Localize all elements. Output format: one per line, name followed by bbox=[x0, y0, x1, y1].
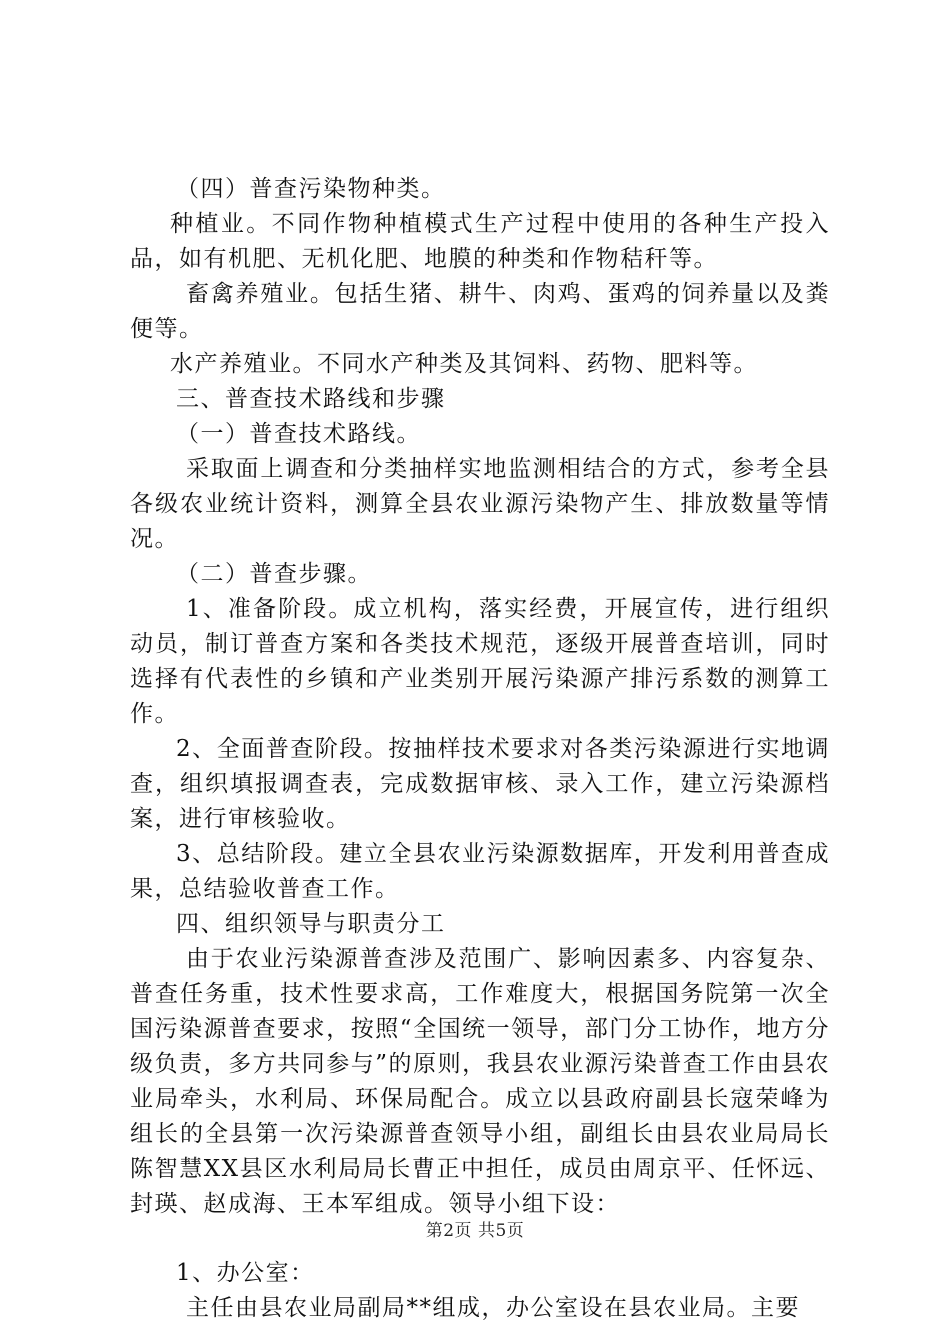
paragraph-aquaculture: 水产养殖业。不同水产种类及其饲料、药物、肥料等。 bbox=[170, 351, 758, 377]
subheading-office: 1、办公室： bbox=[176, 1260, 315, 1286]
section-heading-pollutant-types: （四）普查污染物种类。 bbox=[176, 176, 446, 202]
document-body bbox=[130, 172, 830, 1326]
paragraph-summary-stage: 3、总结阶段。建立全县农业污染源数据库，开发利用普查成果，总结验收普查工作。 bbox=[130, 841, 830, 902]
paragraph-organization-details: 由于农业污染源普查涉及范围广、影响因素多、内容复杂、普查任务重，技术性要求高，工作难度大，根据国务院第一次全国污染源普查要求，按照“全国统一领导，部门分工协作，地方分级负责，多方共同参与”的原则，我县农业源污染普查工作由县农业局牵头，水利局、环保局配合。成立以县政府副县长寇荣峰为组长的全县第一次污染源普查领导小组，副组长由县农业局局长陈智慧XX县区水利局局长曹正中担任，成员由周京平、任怀远、封瑛、赵成海、王本军组成。领导小组下设： bbox=[130, 946, 830, 1217]
paragraph-survey-method: 采取面上调查和分类抽样实地监测相结合的方式，参考全县各级农业统计资料，测算全县农业源污染物产生、排放数量等情况。 bbox=[130, 456, 830, 552]
paragraph-livestock: 畜禽养殖业。包括生猪、耕牛、肉鸡、蛋鸡的饲养量以及粪便等。 bbox=[130, 281, 830, 342]
paragraph-preparation-stage: 1、准备阶段。成立机构，落实经费，开展宣传，进行组织动员，制订普查方案和各类技术规范，逐级开展普查培训，同时选择有代表性的乡镇和产业类别开展污染源产排污系数的测算工作。 bbox=[130, 596, 830, 727]
subheading-survey-steps: （二）普查步骤。 bbox=[176, 561, 372, 587]
section-heading-technical-route: 三、普查技术路线和步骤 bbox=[176, 386, 446, 412]
subheading-technical-route: （一）普查技术路线。 bbox=[176, 421, 421, 447]
paragraph-office-director: 主任由县农业局副局**组成，办公室设在县农业局。主要 bbox=[186, 1295, 800, 1321]
page-number-footer: 第2页 共5页 bbox=[425, 1221, 525, 1241]
paragraph-full-survey-stage: 2、全面普查阶段。按抽样技术要求对各类污染源进行实地调查，组织填报调查表，完成数据审核、录入工作，建立污染源档案，进行审核验收。 bbox=[130, 736, 830, 832]
paragraph-planting: 种植业。不同作物种植模式生产过程中使用的各种生产投入品，如有机肥、无机化肥、地膜的种类和作物秸秆等。 bbox=[130, 211, 830, 272]
section-heading-organization: 四、组织领导与职责分工 bbox=[176, 911, 446, 937]
